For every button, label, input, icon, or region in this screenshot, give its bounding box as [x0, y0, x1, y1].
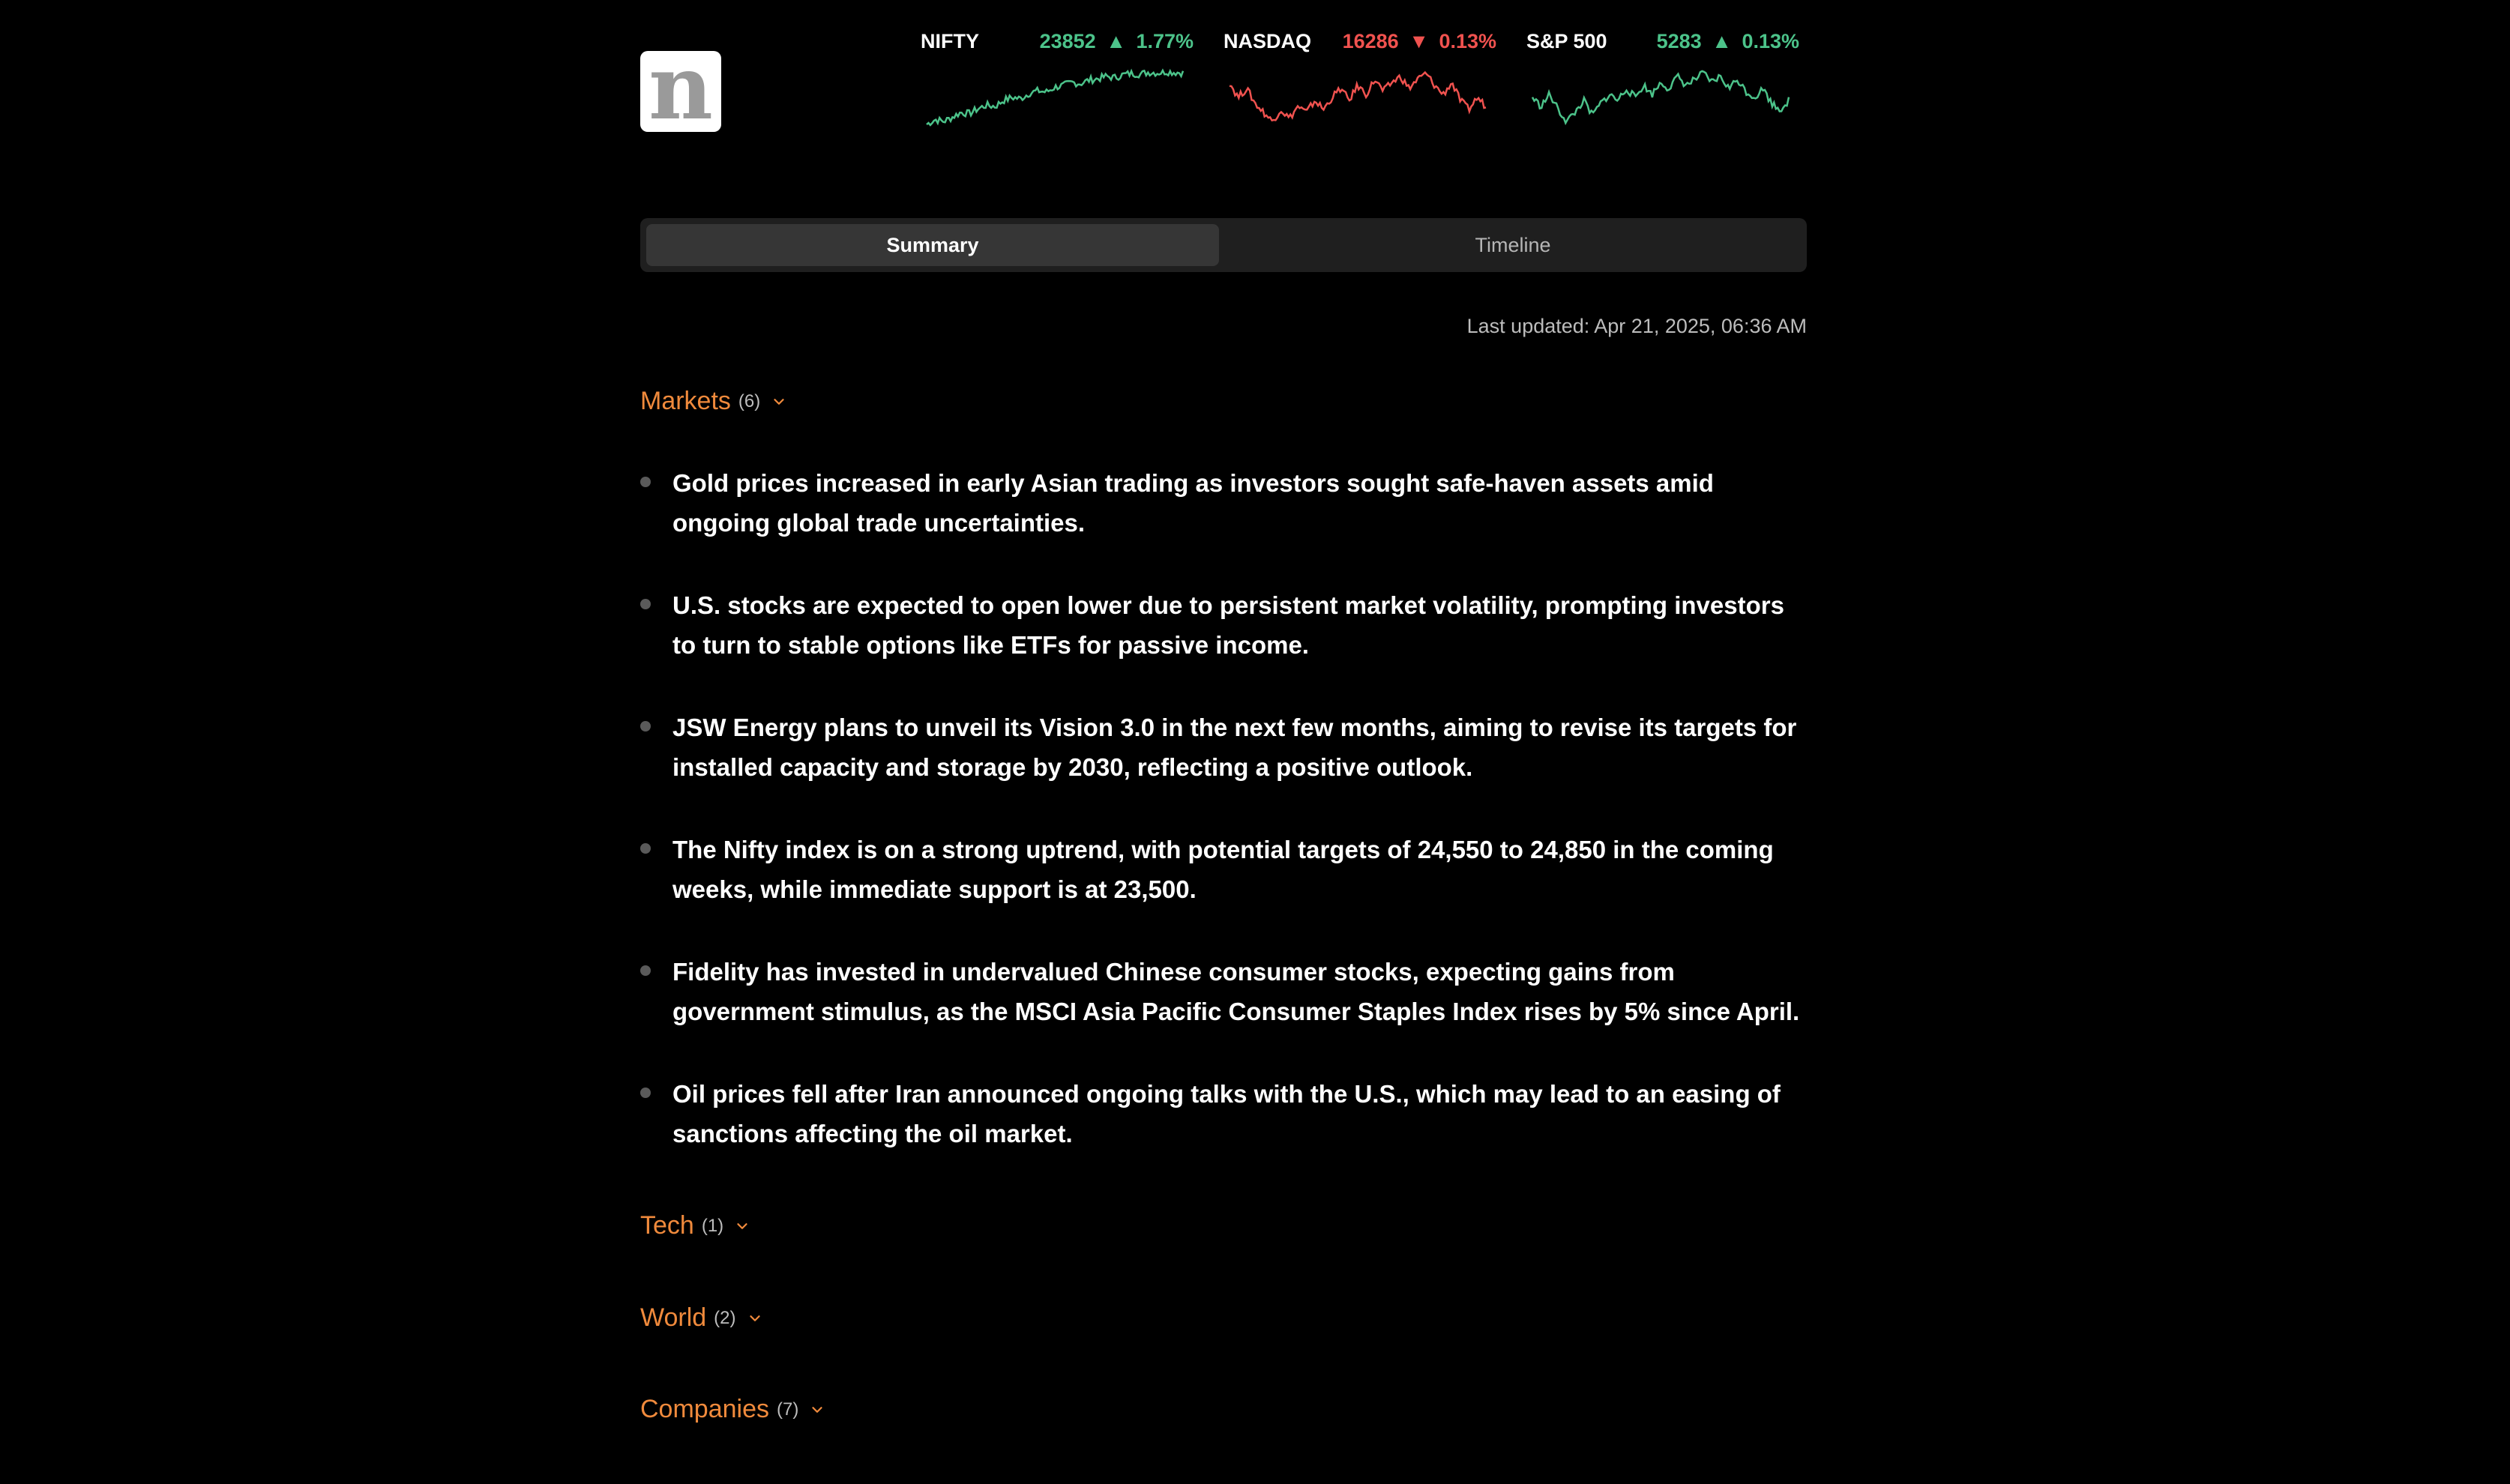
item-text: U.S. stocks are expected to open lower due to persistent market volatility, prompting investors to turn to stable options like ETFs for passive income.: [672, 591, 1784, 659]
tab-summary[interactable]: Summary: [646, 224, 1219, 266]
list-item: [640, 585, 1807, 708]
chevron-down-icon: [809, 1402, 825, 1418]
logo-letter: n: [648, 35, 713, 139]
list-item: [640, 708, 1807, 830]
section-count: (1): [701, 1215, 724, 1236]
ticker-value: 23852: [1039, 30, 1096, 52]
section-world-toggle[interactable]: [640, 1303, 763, 1333]
view-tabs: [640, 218, 1807, 272]
section-count: (7): [776, 1399, 799, 1420]
ticker-name: S&P 500: [1526, 30, 1607, 52]
main-container: [640, 0, 1807, 1423]
chevron-down-icon: [734, 1218, 750, 1234]
item-text: Gold prices increased in early Asian trading as investors sought safe-haven assets amid ongoing global trade uncertainties.: [672, 469, 1714, 537]
list-item: [640, 952, 1807, 1074]
ticker-value: 16286: [1342, 30, 1399, 52]
section-title: Markets: [640, 387, 731, 415]
item-text: The Nifty index is on a strong uptrend, with potential targets of 24,550 to 24,850 in the coming weeks, while immediate support is at 23,500.: [672, 836, 1774, 903]
tab-timeline[interactable]: Timeline: [1475, 234, 1551, 256]
ticker-quote: [1035, 30, 1194, 53]
chevron-down-icon: [771, 393, 787, 410]
list-item: [640, 463, 1807, 585]
bullet-icon: [640, 843, 651, 854]
up-arrow-icon: ▲: [1712, 30, 1732, 52]
sparkline-line: [1532, 71, 1789, 123]
down-arrow-icon: ▼: [1409, 30, 1429, 52]
ticker-change: 0.13%: [1439, 30, 1496, 52]
section-markets-toggle[interactable]: [640, 387, 787, 416]
section-title: World: [640, 1303, 707, 1332]
ticker-nifty[interactable]: [921, 27, 1194, 147]
last-updated: Last updated: Apr 21, 2025, 06:36 AM: [1466, 315, 1807, 337]
ticker-quote: [1338, 30, 1496, 53]
item-text: JSW Energy plans to unveil its Vision 3.0 in the next few months, aiming to revise its targets for installed capacity and storage by 2030, reflecting a positive outlook.: [672, 714, 1797, 781]
chevron-down-icon: [747, 1310, 763, 1327]
item-text: Oil prices fell after Iran announced ongoing talks with the U.S., which may lead to an easing of sanctions affecting the oil market.: [672, 1080, 1781, 1147]
ticker-change: 1.77%: [1136, 30, 1194, 52]
bullet-icon: [640, 477, 651, 487]
bullet-icon: [640, 599, 651, 609]
ticker-name: NIFTY: [921, 30, 979, 52]
section-tech-toggle[interactable]: [640, 1211, 750, 1240]
ticker-value: 5283: [1656, 30, 1702, 52]
sp500-sparkline: [1529, 61, 1792, 136]
nifty-sparkline: [924, 61, 1186, 136]
bullet-icon: [640, 721, 651, 732]
list-item: [640, 1074, 1807, 1196]
ticker-quote: [1652, 30, 1799, 53]
section-companies-toggle[interactable]: [640, 1395, 825, 1424]
up-arrow-icon: ▲: [1106, 30, 1126, 52]
nasdaq-sparkline: [1227, 61, 1489, 136]
ticker-sp500[interactable]: [1526, 27, 1799, 147]
ticker-nasdaq[interactable]: [1224, 27, 1496, 147]
section-count: (6): [738, 390, 761, 411]
ticker-change: 0.13%: [1742, 30, 1799, 52]
logo[interactable]: [640, 35, 721, 139]
section-count: (2): [714, 1307, 736, 1328]
markets-list: [640, 463, 1807, 1196]
list-item: [640, 830, 1807, 952]
sparkline-line: [927, 70, 1183, 125]
bullet-icon: [640, 965, 651, 976]
section-title: Companies: [640, 1395, 769, 1423]
sparkline-line: [1230, 73, 1486, 121]
item-text: Fidelity has invested in undervalued Chinese consumer stocks, expecting gains from government stimulus, as the MSCI Asia Pacific Consumer Staples Index rises by 5% since April.: [672, 958, 1800, 1025]
section-title: Tech: [640, 1211, 694, 1240]
header: [640, 0, 1807, 165]
bullet-icon: [640, 1088, 651, 1098]
ticker-name: NASDAQ: [1224, 30, 1312, 52]
